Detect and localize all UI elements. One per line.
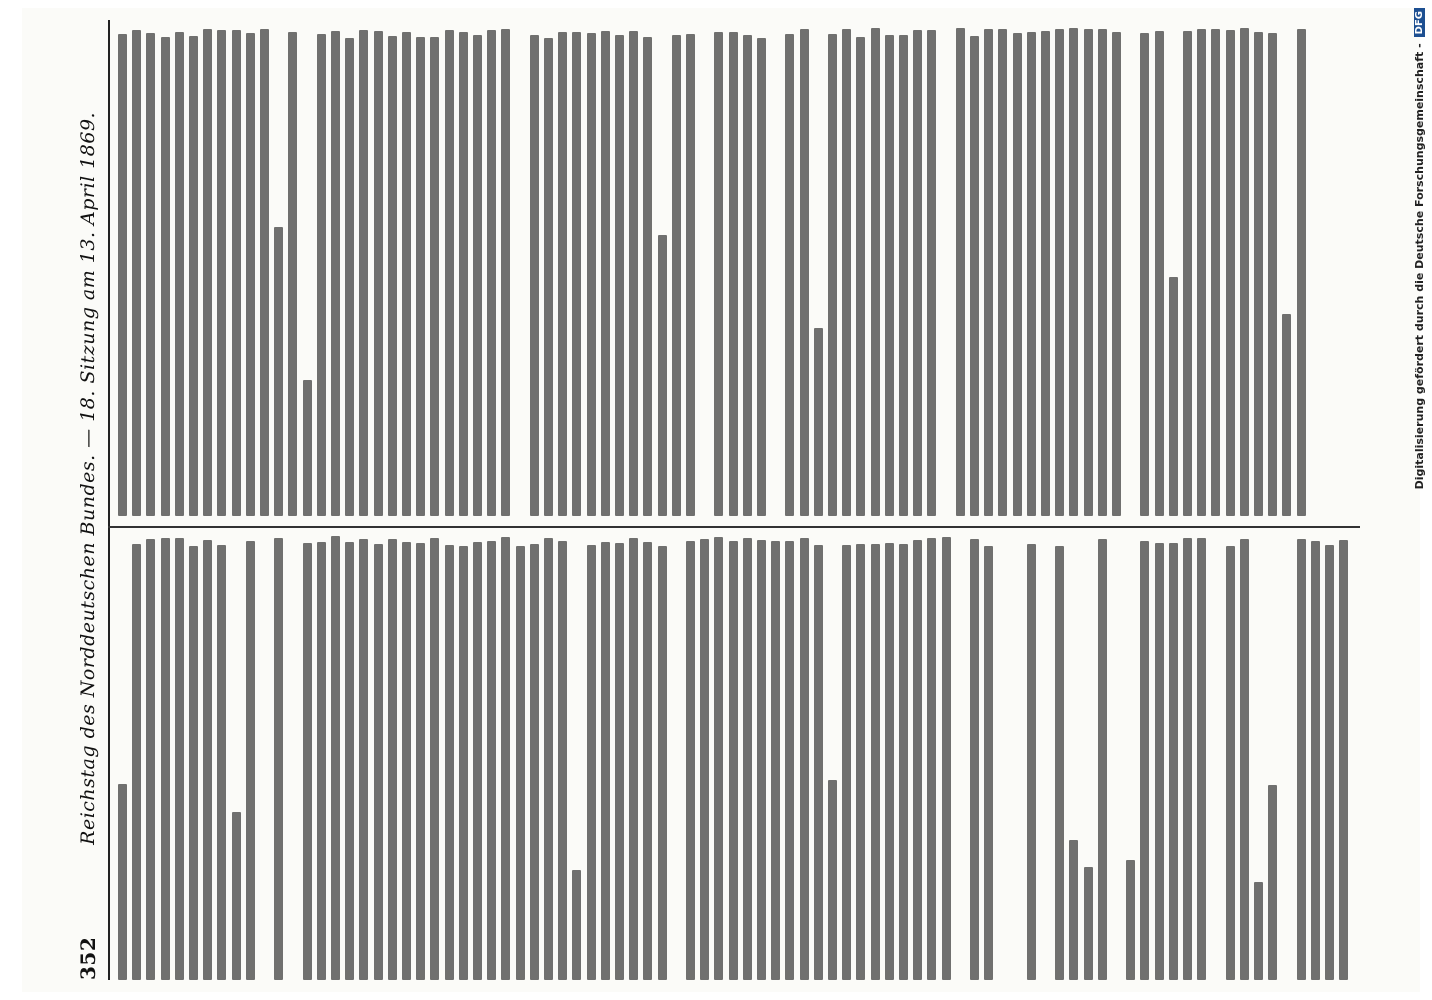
text-line xyxy=(118,34,127,516)
text-line xyxy=(814,545,823,980)
text-line xyxy=(331,31,340,516)
text-line xyxy=(445,30,454,516)
text-line xyxy=(913,30,922,516)
text-line xyxy=(686,34,695,516)
text-line xyxy=(445,545,454,980)
text-line xyxy=(1254,32,1263,516)
text-line xyxy=(885,35,894,516)
text-line xyxy=(1183,538,1192,980)
text-column-left xyxy=(114,534,1354,982)
text-line xyxy=(828,780,837,980)
text-line xyxy=(743,538,752,980)
text-line xyxy=(274,538,283,980)
text-line xyxy=(658,546,667,980)
text-line xyxy=(161,538,170,980)
text-line xyxy=(430,37,439,516)
text-line xyxy=(1027,32,1036,516)
text-line xyxy=(956,28,965,516)
text-line xyxy=(1268,785,1277,980)
text-line xyxy=(303,543,312,980)
text-line xyxy=(1311,541,1320,981)
text-line xyxy=(501,537,510,980)
text-line xyxy=(1069,28,1078,516)
text-line xyxy=(814,328,823,516)
text-line xyxy=(1240,28,1249,516)
dfg-logo: DFG xyxy=(1414,8,1425,37)
text-line xyxy=(132,544,141,980)
text-line xyxy=(132,30,141,516)
text-line xyxy=(359,539,368,980)
text-line xyxy=(374,544,383,980)
text-line xyxy=(1197,538,1206,980)
text-line xyxy=(629,538,638,980)
text-line xyxy=(1041,31,1050,516)
text-line xyxy=(1226,30,1235,516)
text-line xyxy=(1155,543,1164,980)
text-line xyxy=(232,30,241,516)
text-line xyxy=(1069,840,1078,980)
text-line xyxy=(771,541,780,980)
text-line xyxy=(402,542,411,980)
text-line xyxy=(842,545,851,980)
text-line xyxy=(587,545,596,980)
text-line xyxy=(970,36,979,516)
text-line xyxy=(1013,33,1022,516)
text-line xyxy=(856,37,865,516)
text-line xyxy=(246,33,255,516)
text-line xyxy=(544,38,553,516)
text-line xyxy=(274,227,283,516)
text-line xyxy=(984,546,993,980)
text-line xyxy=(913,540,922,980)
text-line xyxy=(601,31,610,516)
running-head-title: Reichstag des Norddeutschen Bundes. — 18. Sitzung am 13. April 1869. xyxy=(77,111,99,845)
text-line xyxy=(161,37,170,516)
text-line xyxy=(1226,546,1235,980)
text-line xyxy=(800,29,809,516)
text-line xyxy=(984,29,993,516)
text-line xyxy=(757,540,766,980)
text-line xyxy=(118,784,127,980)
text-line xyxy=(331,536,340,980)
text-line xyxy=(1055,29,1064,516)
text-line xyxy=(146,539,155,980)
text-line xyxy=(800,538,809,980)
text-line xyxy=(175,32,184,516)
text-line xyxy=(530,544,539,980)
text-line xyxy=(1140,33,1149,516)
text-line xyxy=(842,29,851,516)
text-line xyxy=(1254,882,1263,980)
text-line xyxy=(587,33,596,516)
text-line xyxy=(189,546,198,980)
text-line xyxy=(629,31,638,516)
text-line xyxy=(345,38,354,516)
text-line xyxy=(714,537,723,980)
text-line xyxy=(388,539,397,980)
text-line xyxy=(998,29,1007,516)
text-line xyxy=(1297,539,1306,980)
text-column-right xyxy=(114,26,1314,518)
text-line xyxy=(1183,31,1192,516)
text-line xyxy=(345,542,354,980)
text-line xyxy=(516,546,525,980)
text-line xyxy=(927,30,936,516)
text-line xyxy=(217,545,226,980)
text-line xyxy=(416,543,425,980)
text-line xyxy=(1240,539,1249,980)
text-line xyxy=(942,537,951,980)
scanned-page xyxy=(22,8,1420,992)
text-line xyxy=(416,37,425,516)
text-line xyxy=(643,542,652,980)
text-line xyxy=(558,541,567,980)
text-line xyxy=(1098,539,1107,980)
text-line xyxy=(828,34,837,516)
text-line xyxy=(572,870,581,980)
text-line xyxy=(317,34,326,516)
text-line xyxy=(743,35,752,516)
text-line xyxy=(246,541,255,980)
text-line xyxy=(189,36,198,516)
text-line xyxy=(871,28,880,516)
text-line xyxy=(260,29,269,516)
text-line xyxy=(303,380,312,516)
text-line xyxy=(729,541,738,980)
text-line xyxy=(785,34,794,516)
text-line xyxy=(544,538,553,980)
text-line xyxy=(686,541,695,980)
text-line xyxy=(1297,29,1306,516)
text-line xyxy=(1112,32,1121,516)
text-line xyxy=(1027,544,1036,980)
page-number: 352 xyxy=(76,936,100,980)
text-line xyxy=(1268,33,1277,516)
text-line xyxy=(615,35,624,516)
text-line xyxy=(146,33,155,516)
text-line xyxy=(970,539,979,980)
text-line xyxy=(1126,860,1135,980)
text-line xyxy=(487,541,496,980)
text-line xyxy=(430,538,439,980)
text-line xyxy=(1055,546,1064,980)
text-line xyxy=(473,35,482,516)
text-line xyxy=(601,542,610,980)
text-line xyxy=(1339,540,1348,980)
credit-text: Digitalisierung gefördert durch die Deutsche Forschungsgemeinschaft - xyxy=(1412,43,1426,490)
text-line xyxy=(1169,543,1178,980)
text-line xyxy=(672,35,681,516)
text-line xyxy=(388,36,397,516)
text-line xyxy=(1211,29,1220,516)
text-line xyxy=(288,32,297,516)
text-line xyxy=(217,30,226,516)
text-line xyxy=(232,812,241,980)
text-line xyxy=(757,38,766,516)
running-header xyxy=(74,20,102,980)
text-line xyxy=(1155,31,1164,516)
text-line xyxy=(1282,314,1291,516)
text-line xyxy=(203,540,212,980)
text-line xyxy=(643,37,652,516)
text-line xyxy=(899,544,908,980)
text-line xyxy=(317,542,326,980)
text-line xyxy=(615,543,624,980)
text-line xyxy=(700,539,709,980)
text-line xyxy=(459,546,468,980)
text-line xyxy=(203,29,212,516)
text-line xyxy=(501,29,510,516)
text-line xyxy=(856,544,865,980)
header-rule xyxy=(108,20,110,980)
text-line xyxy=(1197,29,1206,516)
text-line xyxy=(899,35,908,516)
text-line xyxy=(558,32,567,516)
text-line xyxy=(1169,277,1178,516)
text-line xyxy=(459,32,468,516)
text-line xyxy=(1084,29,1093,516)
text-line xyxy=(487,30,496,516)
text-line xyxy=(1084,867,1093,980)
text-line xyxy=(530,35,539,516)
text-line xyxy=(359,30,368,516)
text-line xyxy=(729,32,738,516)
text-line xyxy=(658,235,667,516)
text-line xyxy=(473,542,482,980)
text-line xyxy=(175,538,184,980)
text-line xyxy=(927,538,936,980)
text-line xyxy=(785,541,794,980)
text-line xyxy=(572,32,581,516)
column-divider xyxy=(108,526,1360,528)
text-line xyxy=(1098,29,1107,516)
text-line xyxy=(402,32,411,516)
text-line xyxy=(374,31,383,516)
text-line xyxy=(871,544,880,980)
text-line xyxy=(1325,545,1334,980)
text-line xyxy=(714,32,723,516)
text-line xyxy=(885,543,894,980)
digitization-credit xyxy=(1410,0,1428,1000)
text-line xyxy=(1140,541,1149,980)
